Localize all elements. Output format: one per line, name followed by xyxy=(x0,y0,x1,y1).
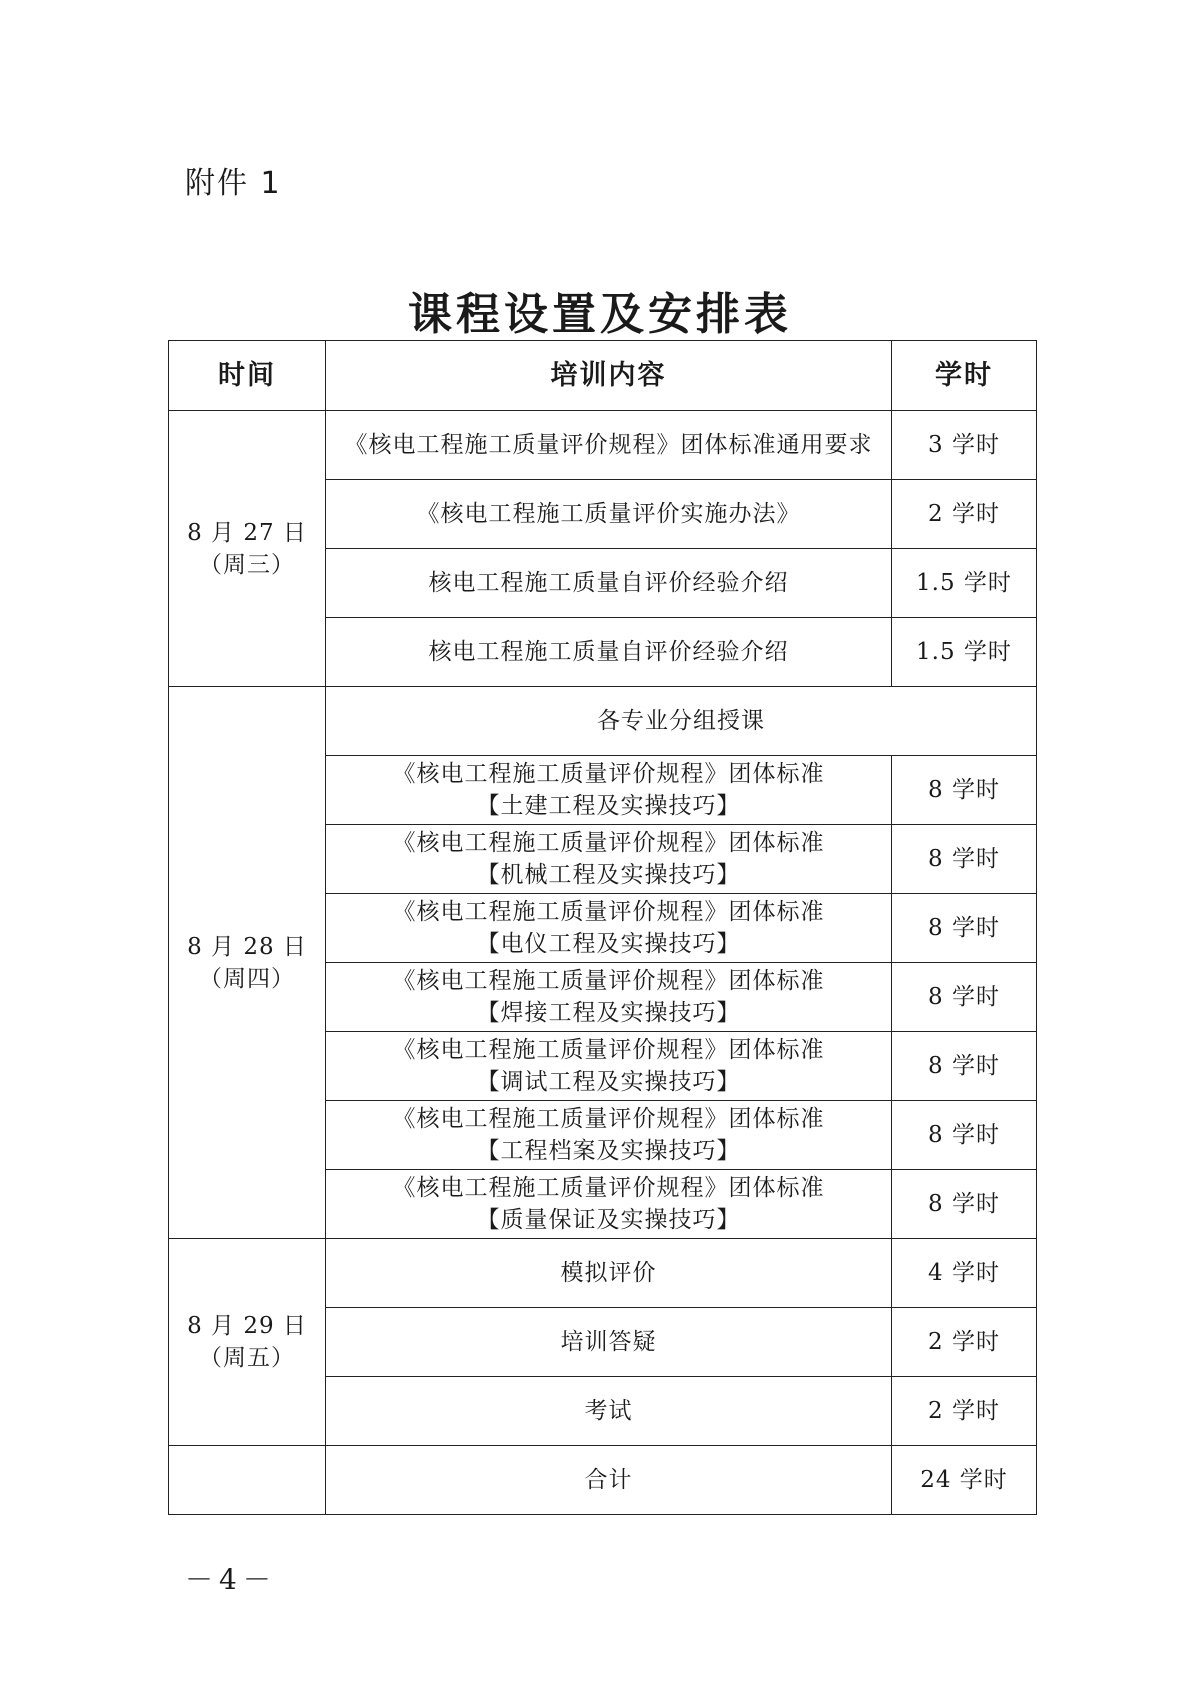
total-row xyxy=(169,1446,1037,1515)
total-empty-cell xyxy=(169,1446,326,1515)
course-schedule-table xyxy=(168,340,1037,1515)
hours-cell: 8 学时 xyxy=(892,756,1037,825)
total-label: 合计 xyxy=(326,1446,892,1515)
hours-cell: 1.5 学时 xyxy=(892,549,1037,618)
content-line: 【调试工程及实操技巧】 xyxy=(476,1069,741,1095)
table-row xyxy=(169,687,1037,756)
header-content: 培训内容 xyxy=(326,341,892,411)
content-cell xyxy=(326,1170,892,1239)
date-cell xyxy=(169,687,326,1239)
hours-cell: 3 学时 xyxy=(892,411,1037,480)
content-cell: 核电工程施工质量自评价经验介绍 xyxy=(326,618,892,687)
page-number: －4－ xyxy=(185,1563,277,1596)
content-line: 【机械工程及实操技巧】 xyxy=(476,862,741,888)
content-line: 《核电工程施工质量评价规程》团体标准 xyxy=(392,830,825,856)
content-cell: 核电工程施工质量自评价经验介绍 xyxy=(326,549,892,618)
total-hours: 24 学时 xyxy=(892,1446,1037,1515)
date-text: 8 月 28 日 xyxy=(187,933,307,960)
content-line: 【质量保证及实操技巧】 xyxy=(476,1207,741,1233)
content-cell xyxy=(326,894,892,963)
weekday-text: （周三） xyxy=(199,551,295,578)
table-row xyxy=(169,1239,1037,1308)
date-text: 8 月 29 日 xyxy=(187,1313,307,1339)
content-cell: 模拟评价 xyxy=(326,1239,892,1308)
content-line: 《核电工程施工质量评价规程》团体标准 xyxy=(392,968,825,994)
weekday-text: （周四） xyxy=(199,965,295,992)
content-line: 《核电工程施工质量评价规程》团体标准 xyxy=(392,1175,825,1201)
content-cell: 考试 xyxy=(326,1377,892,1446)
header-hours: 学时 xyxy=(892,341,1037,411)
hours-cell: 2 学时 xyxy=(892,480,1037,549)
content-line: 《核电工程施工质量评价规程》团体标准 xyxy=(392,1106,825,1132)
hours-cell: 8 学时 xyxy=(892,963,1037,1032)
content-line: 【电仪工程及实操技巧】 xyxy=(476,931,741,957)
weekday-text: （周五） xyxy=(199,1345,295,1371)
content-cell xyxy=(326,1032,892,1101)
date-cell xyxy=(169,1239,326,1446)
date-text: 8 月 27 日 xyxy=(187,519,307,546)
content-cell xyxy=(326,963,892,1032)
content-cell xyxy=(326,756,892,825)
hours-cell: 4 学时 xyxy=(892,1239,1037,1308)
content-line: 【土建工程及实操技巧】 xyxy=(476,793,741,819)
document-title: 课程设置及安排表 xyxy=(408,289,792,340)
content-cell: 《核电工程施工质量评价实施办法》 xyxy=(326,480,892,549)
hours-cell: 8 学时 xyxy=(892,1170,1037,1239)
header-time: 时间 xyxy=(169,341,326,411)
content-line: 《核电工程施工质量评价规程》团体标准 xyxy=(392,899,825,925)
content-line: 《核电工程施工质量评价规程》团体标准 xyxy=(392,761,825,787)
attachment-label: 附件 1 xyxy=(185,166,282,201)
content-cell: 《核电工程施工质量评价规程》团体标准通用要求 xyxy=(326,411,892,480)
content-cell xyxy=(326,1101,892,1170)
hours-cell: 8 学时 xyxy=(892,1101,1037,1170)
content-cell: 培训答疑 xyxy=(326,1308,892,1377)
content-line: 《核电工程施工质量评价规程》团体标准 xyxy=(392,1037,825,1063)
date-cell xyxy=(169,411,326,687)
hours-cell: 2 学时 xyxy=(892,1308,1037,1377)
hours-cell: 2 学时 xyxy=(892,1377,1037,1446)
hours-cell: 8 学时 xyxy=(892,825,1037,894)
hours-cell: 8 学时 xyxy=(892,1032,1037,1101)
group-subheader: 各专业分组授课 xyxy=(326,687,1037,756)
table-header-row xyxy=(169,341,1037,411)
hours-cell: 1.5 学时 xyxy=(892,618,1037,687)
content-line: 【焊接工程及实操技巧】 xyxy=(476,1000,741,1026)
hours-cell: 8 学时 xyxy=(892,894,1037,963)
table-row xyxy=(169,411,1037,480)
content-line: 【工程档案及实操技巧】 xyxy=(476,1138,741,1164)
content-cell xyxy=(326,825,892,894)
